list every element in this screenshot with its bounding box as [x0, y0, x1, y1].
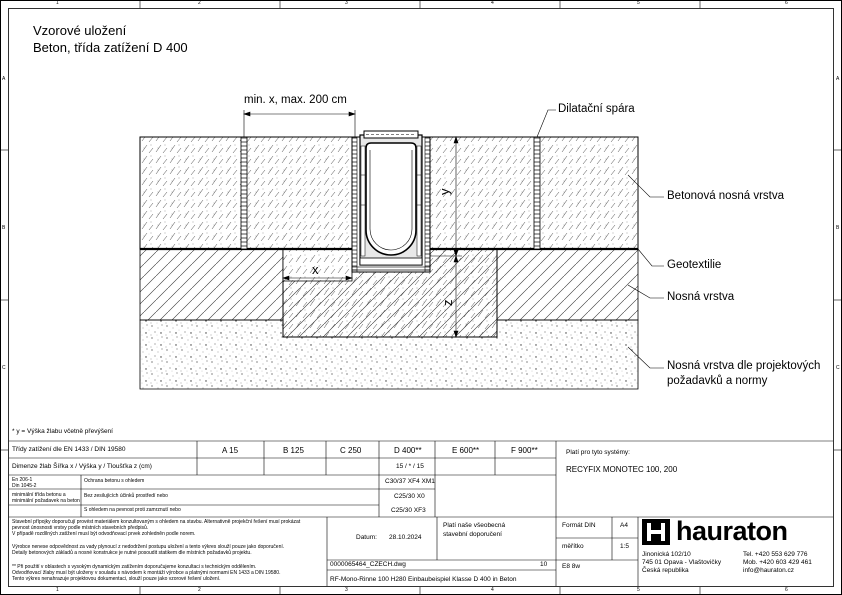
concrete-label-2: minimální požadavek na beton: [12, 498, 80, 504]
condition-1: Ochrana betonu s ohledem: [84, 478, 145, 484]
advice-line-2: stavební doporučení: [443, 531, 502, 538]
border-row-label: A: [836, 76, 840, 82]
drainage-channel: [360, 131, 422, 265]
footnote: * y = Výška žlabu včetně převýšení: [12, 428, 113, 435]
border-col-label: 5: [637, 587, 640, 593]
note-line: Výrobce nenese odpovědnost za vady plynoucí z nedodržení postupu uložení a tento výkres slouží pouze jako doporučení.: [12, 544, 285, 550]
date-value: 28.10.2024: [389, 534, 422, 541]
callout-geotextile: Geotextilie: [667, 259, 722, 271]
class-e600: E 600**: [452, 446, 480, 455]
note-line: Tento výkres nenahrazuje projektovou dokumentaci, slouží pouze jako vzorové řešení uložení.: [12, 576, 221, 582]
systems-value: RECYFIX MONOTEC 100, 200: [566, 465, 678, 474]
sheet-number: 10: [540, 561, 548, 568]
class-a15: A 15: [222, 446, 239, 455]
note-line: Stavební přípojky doporučují provést materiálem konzultovaným s ohledem na stavbu. Alternativně projekční řešení musí prokázat: [12, 519, 301, 525]
scale-label: měřítko: [562, 543, 584, 550]
callout-project-layer-2: požadavků a normy: [667, 375, 768, 387]
note-line: ** Při použití v oblastech s vysokým dynamickým zatížením doporučujeme konzultaci s technickým oddělením.: [12, 564, 257, 570]
grade-3: C25/30 XF3: [391, 507, 426, 514]
dims-value: 15 / * / 15: [396, 463, 424, 470]
border-col-label: 2: [198, 0, 201, 6]
border-col-label: 3: [345, 0, 348, 6]
company-mobile: Mob. +420 603 429 461: [743, 559, 812, 566]
en-standard-1: En 206-1: [12, 477, 33, 483]
drawing-title: Vzorové uložení: [33, 23, 127, 38]
condition-3: S ohledem na pevnost proti zamrznutí nebo: [84, 507, 181, 513]
border-col-label: 6: [785, 0, 788, 6]
grade-2: C25/30 X0: [394, 493, 425, 500]
border-row-label: B: [836, 225, 840, 231]
drawing-number: 0000065464_CZECH.dwg: [330, 561, 406, 568]
border-row-label: C: [2, 365, 6, 371]
border-row-label: A: [2, 76, 6, 82]
border-row-label: B: [2, 225, 6, 231]
callout-base-layer: Nosná vrstva: [667, 291, 735, 303]
callout-project-layer: Nosná vrstva dle projektových: [667, 360, 821, 372]
dimension-width-label: min. x, max. 200 cm: [244, 94, 347, 106]
dims-header: Dimenze žlab Šířka x / Výška y / Tloušťka z (cm): [12, 463, 152, 470]
border-col-label: 4: [491, 587, 494, 593]
dimension-z-label: z: [440, 299, 455, 306]
note-line: pevnost únosnosti vrstvy podle místních stavebních předpisů.: [12, 525, 149, 531]
company-email: info@hauraton.cz: [743, 567, 795, 574]
border-col-label: 5: [637, 0, 640, 6]
drawing-description: RF-Mono-Rinne 100 H280 Einbaubeispiel Klasse D 400 in Beton: [330, 576, 517, 583]
condition-2: Bez zesilujících účinků prostředí nebo: [84, 493, 168, 499]
scale-value: 1:5: [620, 543, 630, 550]
format-value: A4: [620, 522, 628, 529]
company-address-2: 745 01 Opava - Vlaštovičky: [642, 559, 722, 566]
border-col-label: 1: [56, 0, 59, 6]
border-col-label: 3: [345, 587, 348, 593]
border-col-label: 4: [491, 0, 494, 6]
note-line: Detaily betonových základů a nosné konstrukce je nutné posoudit statikem dle místních požadavků projektu.: [12, 550, 252, 556]
class-header: Třídy zatížení dle EN 1433 / DIN 19580: [12, 446, 126, 453]
revision: E8 8w: [562, 563, 581, 570]
dimension-width: [244, 110, 355, 137]
company-phone: Tel. +420 553 629 776: [743, 551, 808, 558]
grade-1: C30/37 XF4 XM1: [385, 478, 435, 485]
company-logo-icon: [641, 518, 673, 548]
dimension-x-label: x: [312, 262, 319, 277]
date-label: Datum:: [356, 534, 377, 541]
dimension-y-label: y: [437, 188, 452, 195]
concrete-label-1: minimální třída betonu a: [12, 492, 66, 498]
border-col-label: 1: [56, 587, 59, 593]
en-standard-2: Din 1045-2: [12, 483, 37, 489]
advice-line-1: Platí naše všeobecná: [443, 522, 506, 529]
border-col-label: 2: [198, 587, 201, 593]
drawing-subtitle: Beton, třída zatížení D 400: [33, 40, 188, 55]
callout-concrete-layer: Betonová nosná vrstva: [667, 190, 784, 202]
company-address-1: Jinonická 102/10: [642, 551, 691, 558]
class-b125: B 125: [283, 446, 304, 455]
company-name: hauraton: [676, 516, 788, 546]
note-line: Odvodňovací žlaby musí být uloženy v souladu s návodem k montáži výrobce a platnými normami EN 1433 a DIN 19580.: [12, 570, 281, 576]
note-line: V případě rozdílných zatížení musí být odvodňovací prvek zohledněn podle norem.: [12, 531, 196, 537]
class-c250: C 250: [340, 446, 362, 455]
systems-header: Platí pro tyto systémy:: [566, 449, 630, 456]
company-address-3: Česká republika: [642, 567, 689, 574]
border-row-label: C: [836, 365, 840, 371]
class-f900: F 900**: [511, 446, 538, 455]
callout-joint: Dilatační spára: [558, 103, 635, 115]
format-label: Formát DIN: [562, 522, 596, 529]
border-col-label: 6: [785, 587, 788, 593]
class-d400: D 400**: [394, 446, 422, 455]
